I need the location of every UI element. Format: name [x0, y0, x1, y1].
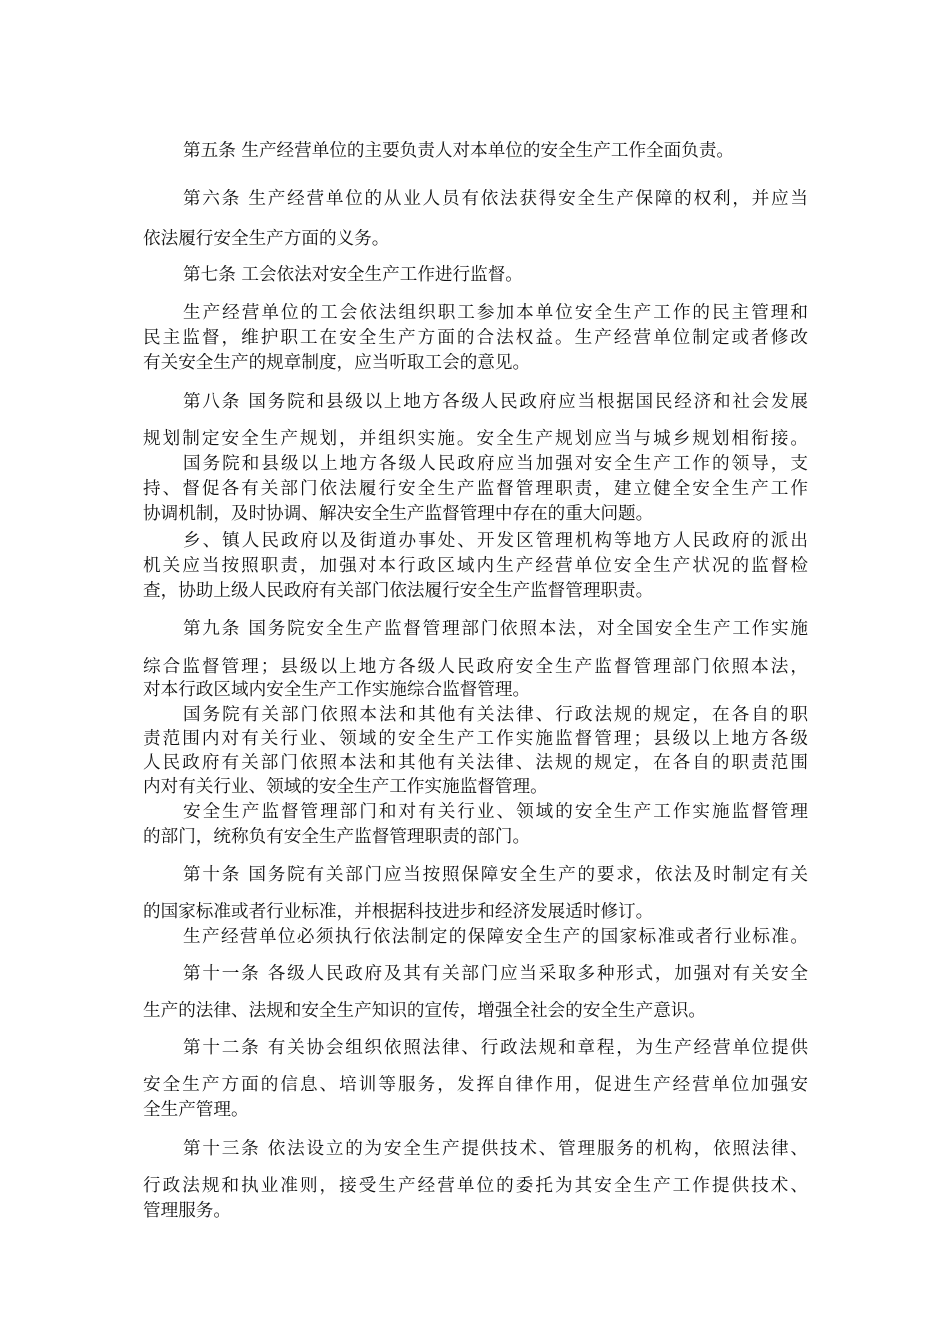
text-line: 的部门，统称负有安全生产监督管理职责的部门。 [143, 827, 531, 847]
text-line: 安全生产方面的信息、培训等服务，发挥自律作用，促进生产经营单位加强安 [143, 1075, 808, 1095]
text-line: 第十一条 各级人民政府及其有关部门应当采取多种形式，加强对有关安全 [183, 964, 808, 984]
text-line: 生产的法律、法规和安全生产知识的宣传，增强全社会的安全生产意识。 [143, 1001, 707, 1021]
text-line: 对本行政区域内安全生产工作实施综合监督管理。 [143, 680, 531, 700]
text-line: 责范围内对有关行业、领域的安全生产工作实施监督管理；县级以上地方各级 [143, 729, 808, 749]
text-line: 第十二条 有关协会组织依照法律、行政法规和章程，为生产经营单位提供 [183, 1038, 808, 1058]
text-line: 人民政府有关部门依照本法和其他有关法律、法规的规定，在各自的职责范围 [143, 753, 808, 773]
text-line: 机关应当按照职责，加强对本行政区域内生产经营单位安全生产状况的监督检 [143, 556, 808, 576]
text-line: 第十条 国务院有关部门应当按照保障安全生产的要求，依法及时制定有关 [183, 865, 808, 885]
text-line: 依法履行安全生产方面的义务。 [143, 229, 390, 249]
text-line: 第六条 生产经营单位的从业人员有依法获得安全生产保障的权利，并应当 [183, 189, 808, 209]
text-line: 的国家标准或者行业标准，并根据科技进步和经济发展适时修订。 [143, 902, 654, 922]
text-line: 第十三条 依法设立的为安全生产提供技术、管理服务的机构，依照法律、 [183, 1139, 808, 1159]
text-line: 国务院有关部门依照本法和其他有关法律、行政法规的规定，在各自的职 [183, 705, 808, 725]
text-line: 管理服务。 [143, 1201, 231, 1221]
text-line: 生产经营单位的工会依法组织职工参加本单位安全生产工作的民主管理和 [183, 303, 808, 323]
text-line: 全生产管理。 [143, 1100, 249, 1120]
text-line: 第九条 国务院安全生产监督管理部门依照本法，对全国安全生产工作实施 [183, 619, 808, 639]
text-line: 第五条 生产经营单位的主要负责人对本单位的安全生产工作全面负责。 [183, 141, 735, 161]
text-line: 民主监督，维护职工在安全生产方面的合法权益。生产经营单位制定或者修改 [143, 328, 808, 348]
text-line: 行政法规和执业准则，接受生产经营单位的委托为其安全生产工作提供技术、 [143, 1176, 808, 1196]
text-line: 第八条 国务院和县级以上地方各级人民政府应当根据国民经济和社会发展 [183, 392, 808, 412]
text-line: 有关安全生产的规章制度，应当听取工会的意见。 [143, 353, 531, 373]
text-line: 持、督促各有关部门依法履行安全生产监督管理职责，建立健全安全生产工作 [143, 479, 808, 499]
text-line: 综合监督管理；县级以上地方各级人民政府安全生产监督管理部门依照本法， [143, 657, 808, 677]
text-line: 安全生产监督管理部门和对有关行业、领域的安全生产工作实施监督管理 [183, 802, 808, 822]
text-line: 查，协助上级人民政府有关部门依法履行安全生产监督管理职责。 [143, 581, 654, 601]
text-line: 乡、镇人民政府以及街道办事处、开发区管理机构等地方人民政府的派出 [183, 531, 808, 551]
text-line: 生产经营单位必须执行依法制定的保障安全生产的国家标准或者行业标准。 [183, 927, 808, 947]
text-line: 第七条 工会依法对安全生产工作进行监督。 [183, 265, 523, 285]
text-line: 内对有关行业、领域的安全生产工作实施监督管理。 [143, 777, 548, 797]
text-line: 规划制定安全生产规划，并组织实施。安全生产规划应当与城乡规划相衔接。 [143, 429, 808, 449]
text-line: 协调机制，及时协调、解决安全生产监督管理中存在的重大问题。 [143, 504, 654, 524]
text-line: 国务院和县级以上地方各级人民政府应当加强对安全生产工作的领导，支 [183, 454, 808, 474]
